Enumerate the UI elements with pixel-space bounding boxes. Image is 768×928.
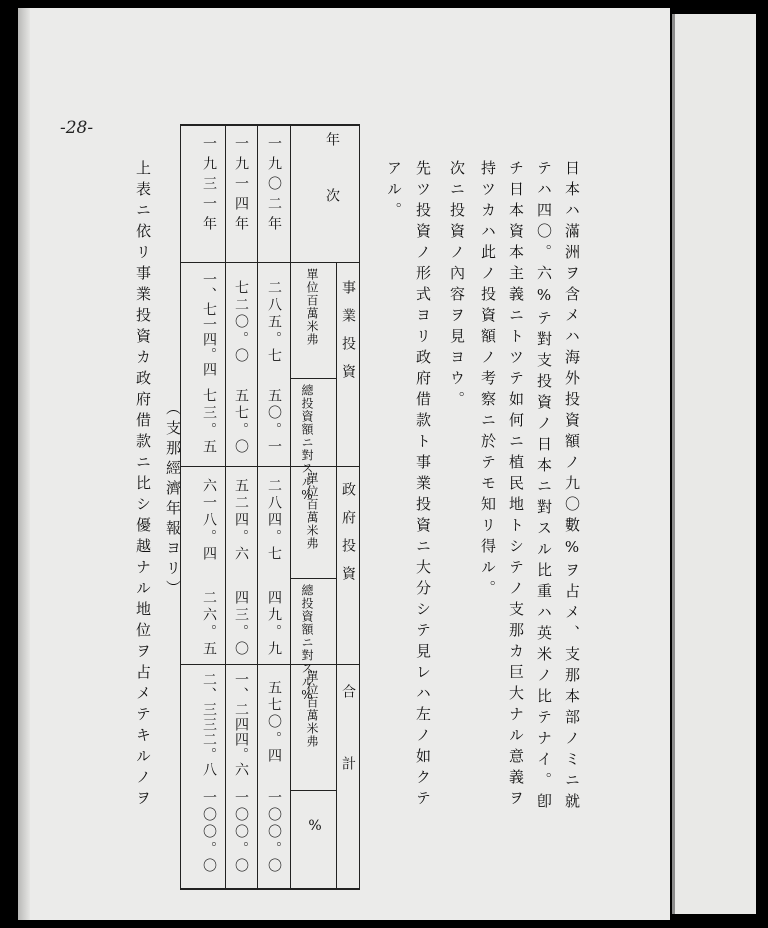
table-cell-gov-amount: 二八四。七 xyxy=(266,478,282,563)
header-business-investment: 事業投資 xyxy=(340,280,356,392)
table-source-note: （支那經濟年報ヨリ） xyxy=(164,400,182,600)
paragraph-line-7: アル。 xyxy=(385,160,403,223)
table-cell-total-ratio: 一〇〇。〇 xyxy=(266,790,282,875)
header-sub-rule-2 xyxy=(290,578,336,579)
table-cell-total-amount: 二、三三二。八 xyxy=(201,672,217,777)
row-separator-1 xyxy=(225,124,226,890)
header-total-amount-unit: 單位百萬米弗 xyxy=(305,670,319,748)
adjacent-page-strip xyxy=(672,14,756,914)
table-right-rule xyxy=(359,124,360,890)
table-cell-total-amount: 一、二四四。六 xyxy=(233,672,249,777)
table-row-year: 一九〇二年 xyxy=(266,136,282,236)
paragraph-line-3: チ日本資本主義ニトツテ如何ニ植民地トシテノ支那カ巨大ナル意義ヲ xyxy=(507,160,525,811)
header-biz-ratio: 總投資額ニ對スル% xyxy=(300,384,314,503)
group-divider-2 xyxy=(180,664,360,665)
group-header-rule xyxy=(336,262,337,890)
header-biz-amount-unit: 單位百萬米弗 xyxy=(305,268,319,346)
group-divider-1 xyxy=(180,466,360,467)
table-cell-total-ratio: 一〇〇。〇 xyxy=(201,790,217,875)
closing-paragraph-line: 上表ニ依リ事業投資カ政府借款ニ比シ優越ナル地位ヲ占メテキルノヲ xyxy=(134,160,152,811)
paragraph-line-4: 持ツカハ此ノ投資額ノ考察ニ於テモ知リ得ル。 xyxy=(479,160,497,601)
table-cell-biz-amount: 七二〇。〇 xyxy=(233,280,249,365)
table-row-year: 一九三一年 xyxy=(201,136,217,236)
paragraph-line-5: 次ニ投資ノ內容ヲ見ヨウ。 xyxy=(448,160,466,412)
table-cell-biz-ratio: 七三。五 xyxy=(201,388,217,456)
table-cell-gov-amount: 五二四。六 xyxy=(233,478,249,563)
table-top-rule xyxy=(180,124,360,126)
page-binding-shadow xyxy=(18,8,30,920)
table-cell-biz-amount: 一、七一四。四 xyxy=(201,272,217,377)
table-cell-gov-ratio: 四九。九 xyxy=(266,590,282,658)
table-cell-biz-ratio: 五〇。一 xyxy=(266,388,282,456)
header-total-ratio: % xyxy=(307,818,323,837)
paragraph-line-2: テハ四〇。六%テ對支投資ノ日本ニ對スル比重ハ英米ノ比テナイ。卽 xyxy=(535,160,553,814)
paragraph-line-6: 先ツ投資ノ形式ヨリ政府借款ト事業投資ニ大分シテ見レハ左ノ如クテ xyxy=(414,160,432,811)
table-header-rule xyxy=(180,262,360,263)
table-cell-total-amount: 五七〇。四 xyxy=(266,680,282,765)
table-bottom-rule xyxy=(180,888,360,890)
header-total: 合 計 xyxy=(340,684,356,780)
table-cell-biz-amount: 二八五。七 xyxy=(266,280,282,365)
table-cell-gov-amount: 六一八。四 xyxy=(201,478,217,563)
header-gov-ratio: 總投資額ニ對スル% xyxy=(300,584,314,703)
row-separator-3 xyxy=(290,124,291,890)
table-row-year: 一九一四年 xyxy=(233,136,249,236)
header-year: 年 次 xyxy=(324,132,340,216)
header-sub-rule-3 xyxy=(290,790,336,791)
table-cell-gov-ratio: 二六。五 xyxy=(201,590,217,658)
paragraph-line-1: 日本ハ滿洲ヲ含メハ海外投資額ノ九〇數%ヲ占メ、支那本部ノミニ就 xyxy=(563,160,581,814)
header-government-investment: 政府投資 xyxy=(340,482,356,594)
table-cell-total-ratio: 一〇〇。〇 xyxy=(233,790,249,875)
table-cell-biz-ratio: 五七。〇 xyxy=(233,388,249,456)
header-gov-amount-unit: 單位百萬米弗 xyxy=(305,472,319,550)
page-fold-line xyxy=(672,14,675,914)
row-separator-2 xyxy=(257,124,258,890)
header-sub-rule-1 xyxy=(290,378,336,379)
page-number: -28- xyxy=(60,118,94,138)
table-cell-gov-ratio: 四三。〇 xyxy=(233,590,249,658)
